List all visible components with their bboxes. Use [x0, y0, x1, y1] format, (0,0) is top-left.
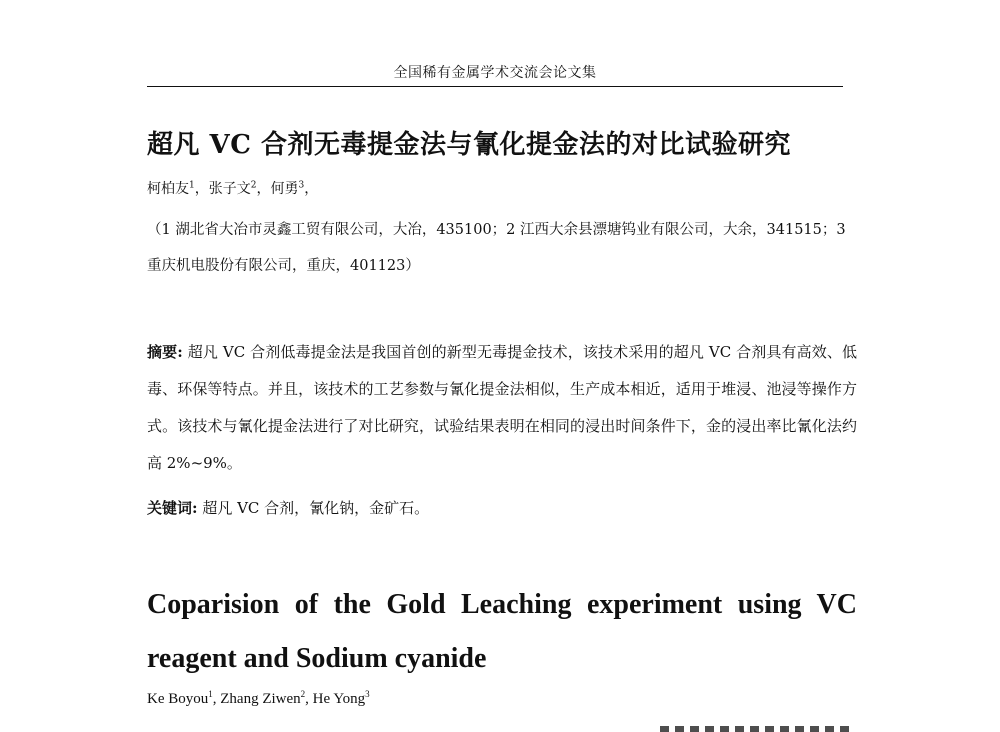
author-separator: , — [212, 691, 221, 707]
author-affil-mark: 3 — [298, 180, 305, 191]
author-name: Ke Boyou — [147, 691, 209, 707]
cut-off-text-fragment — [660, 726, 850, 732]
author-affil-mark: 1 — [208, 689, 213, 699]
abstract-label: 摘要: — [147, 343, 183, 361]
author-affil-mark: 1 — [189, 180, 195, 191]
author-separator: ， — [304, 181, 319, 197]
author-separator: ， — [194, 181, 209, 197]
chinese-title: 超凡 VC 合剂无毒提金法与氰化提金法的对比试验研究 — [147, 130, 791, 160]
english-title-line-2: reagent and Sodium cyanide — [147, 643, 487, 674]
author-name: 何勇 — [270, 181, 299, 197]
author-separator: ， — [256, 181, 271, 197]
english-authors — [147, 689, 370, 708]
chinese-authors — [147, 178, 318, 198]
author-affil-mark: 3 — [365, 689, 370, 699]
abstract — [147, 334, 857, 482]
abstract-text: 超凡 VC 合剂低毒提金法是我国首创的新型无毒提金技术，该技术采用的超凡 VC 合剂具有高效、低毒、环保等特点。并且，该技术的工艺参数与氰化提金法相似，生产成本相近，适用于堆浸、池浸等操作方式。该技术与氰化提金法进行了对比研究，试验结果表明在相同的浸出时间条件下，金的浸出率比氰化法约高 2%~9%。 — [147, 343, 857, 472]
author-name: 张子文 — [208, 181, 251, 197]
keywords-label: 关键词: — [147, 499, 198, 517]
affiliations: （1 湖北省大冶市灵鑫工贸有限公司，大冶，435100；2 江西大余县漂塘钨业有限公司，大余，341515；3 重庆机电股份有限公司，重庆，401123） — [147, 222, 846, 274]
author-affil-mark: 2 — [250, 180, 257, 191]
english-title — [147, 578, 857, 686]
author-affil-mark: 2 — [300, 689, 306, 699]
running-header: 全国稀有金属学术交流会论文集 — [393, 65, 597, 81]
keywords-text: 超凡 VC 合剂，氰化钠，金矿石。 — [202, 499, 430, 517]
keywords — [147, 497, 857, 518]
author-separator: , — [305, 691, 313, 707]
author-name: Zhang Ziwen — [220, 691, 301, 707]
author-name: 柯柏友 — [147, 181, 189, 197]
english-title-line-1: Coparision of the Gold Leaching experiment using VC — [147, 589, 857, 620]
header-rule — [147, 86, 843, 87]
author-name: He Yong — [312, 691, 366, 707]
